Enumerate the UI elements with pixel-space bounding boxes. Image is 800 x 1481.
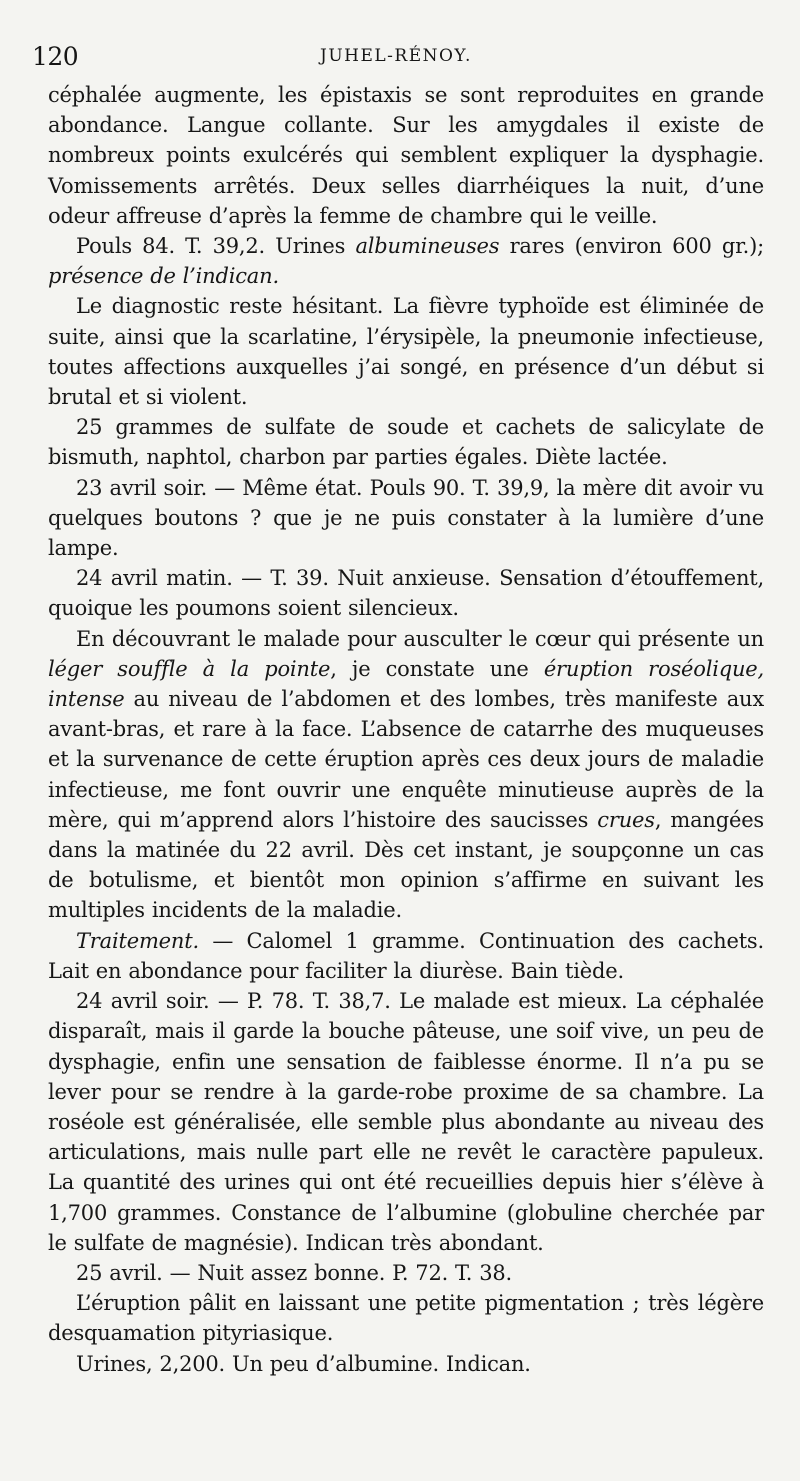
italic-run: albumineuses: [355, 234, 500, 259]
paragraph: [48, 231, 764, 291]
text-run: 24 avril soir. — P. 78. T. 38,7. Le malade est mieux. La céphalée disparaît, mais il garde la bouche pâteuse, une soif vive, un peu de dysphagie, enfin une sensation de faiblesse énorme. Il n’a pu se lever pour se rendre à la garde-robe proxime de sa chambre. La roséole est généralisée, elle semble plus abondante au niveau des articulations, mais nulle part elle ne revêt le caractère papuleux. La quantité des urines qui ont été recueillies depuis hier s’élève à 1,700 grammes. Constance de l’albumine (globuline cherchée par le sulfate de magnésie). Indican très abondant.: [48, 989, 764, 1255]
text-run: Le diagnostic reste hésitant. La fièvre typhoïde est éliminée de suite, ainsi que la scarlatine, l’érysipèle, la pneumonie infectieuse, toutes affections auxquelles j’ai songé, en présence d’un début si brutal et si violent.: [48, 294, 764, 410]
text-run: 25 grammes de sulfate de soude et cachets de salicylate de bismuth, naphtol, charbon par parties égales. Diète lactée.: [48, 415, 764, 470]
paragraph: [48, 1288, 764, 1348]
text-run: , je constate une: [330, 656, 544, 681]
book-page: [32, 38, 764, 1379]
italic-run: crues: [597, 807, 655, 832]
text-run: En découvrant le malade pour ausculter le cœur qui présente un: [76, 626, 764, 651]
text-run: céphalée augmente, les épistaxis se sont reproduites en grande abondance. Langue collante. Sur les amygdales il existe de nombreux points exulcérés qui semblent expliquer la dysphagie. Vomissements arrêtés. Deux selles diarrhéiques la nuit, d’une odeur affreuse d’après la femme de chambre qui le veille.: [48, 83, 764, 228]
text-run: — Calomel 1 gramme. Continuation des cachets. Lait en abondance pour faciliter la diurèse. Bain tiède.: [48, 928, 764, 983]
text-run: Pouls 84. T. 39,2. Urines: [76, 234, 356, 259]
page-number: 120: [32, 42, 79, 71]
paragraph: [48, 1349, 764, 1379]
paragraph: [48, 563, 764, 623]
italic-run: éruption roséolique, intense: [48, 656, 764, 712]
page-header: [32, 38, 764, 80]
text-run: 23 avril soir. — Même état. Pouls 90. T. 39,9, la mère dit avoir vu quelques boutons ? que je ne puis constater à la lumière d’une lampe.: [48, 475, 764, 561]
italic-run: Traitement.: [76, 928, 199, 953]
text-run: au niveau de l’abdomen et des lombes, très manifeste aux avant-bras, et rare à la face. L’absence de catarrhe des muqueuses et la survenance de cette éruption après ces deux jours de maladie infectieuse, me font ouvrir une enquête minutieuse auprès de la mère, qui m’apprend alors l’histoire des saucisses: [48, 687, 764, 832]
paragraph: [48, 291, 764, 412]
paragraph: [48, 473, 764, 564]
paragraph: [48, 986, 764, 1258]
italic-run: présence de l’indican.: [48, 264, 279, 289]
text-run: , mangées dans la matinée du 22 avril. Dès cet instant, je soupçonne un cas de botulisme, et bientôt mon opinion s’affirme en suivant les multiples incidents de la maladie.: [48, 807, 764, 923]
text-run: L’éruption pâlit en laissant une petite pigmentation ; très légère desquamation pityriasique.: [48, 1291, 764, 1346]
body-text: [48, 80, 764, 1379]
text-run: 24 avril matin. — T. 39. Nuit anxieuse. Sensation d’étouffement, quoique les poumons soient silencieux.: [48, 566, 764, 621]
paragraph: [48, 80, 764, 231]
running-head: JUHEL-RÉNOY.: [320, 46, 472, 66]
paragraph: [48, 624, 764, 926]
text-run: rares (environ 600 gr.);: [499, 234, 764, 259]
italic-run: léger souffle à la pointe: [48, 656, 331, 681]
paragraph: [48, 1258, 764, 1288]
paragraph: [48, 926, 764, 986]
paragraph: [48, 412, 764, 472]
text-run: Urines, 2,200. Un peu d’albumine. Indican.: [76, 1351, 531, 1376]
text-run: 25 avril. — Nuit assez bonne. P. 72. T. 38.: [76, 1260, 513, 1285]
